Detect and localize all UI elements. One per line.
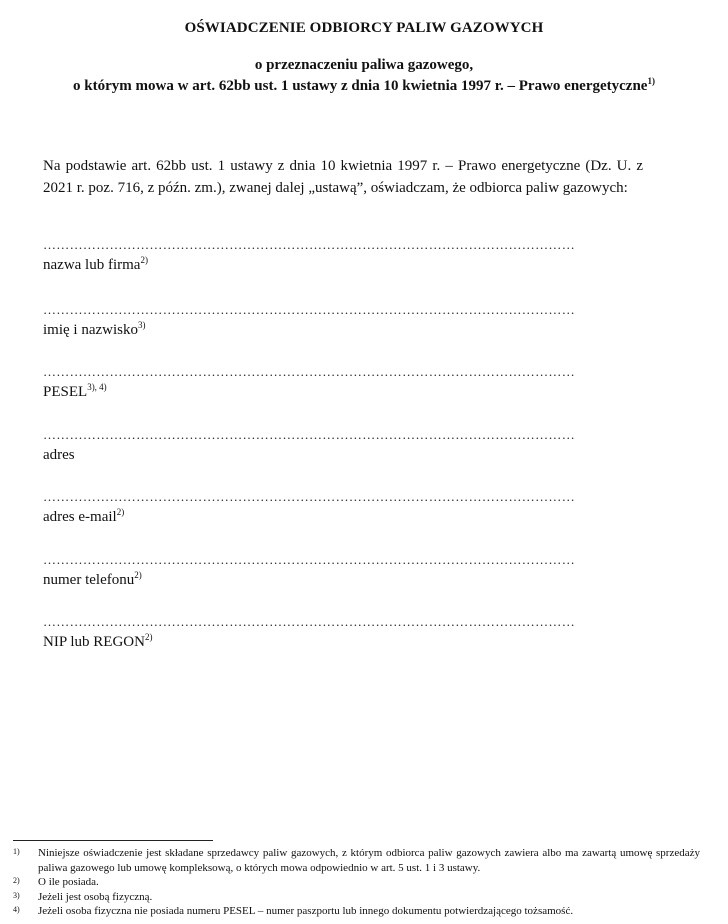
subtitle-line-1: o przeznaczeniu paliwa gazowego, (254, 57, 474, 73)
subtitle-line-2 (60, 76, 668, 97)
field-footnote-ref: 3), 4) (87, 382, 107, 392)
footnote-text: Niniejsze oświadczenie jest składane sprzedawcy paliw gazowych, z którym odbiorca paliw gazowych zawiera albo ma zawartą umowę sprzedaży paliwa gazowego lub umowę kompleksową, o których mowa odpowiednio w art. 5 ust. 1 i 3 ustawy. (38, 847, 700, 874)
dotted-line[interactable]: ………………………………………………………………………………………………………… (43, 614, 575, 629)
field-label (43, 507, 643, 527)
field-nip-regon (43, 614, 643, 652)
footnote-item (13, 904, 700, 919)
dotted-line[interactable]: ………………………………………………………………………………………………………… (43, 364, 575, 379)
field-footnote-ref: 2) (134, 570, 142, 580)
field-label-text: adres (43, 447, 75, 463)
field-label (43, 632, 643, 652)
field-full-name (43, 302, 643, 340)
field-label-text: numer telefonu (43, 572, 135, 588)
intro-paragraph: Na podstawie art. 62bb ust. 1 ustawy z dnia 10 kwietnia 1997 r. – Prawo energetyczne (Dz. U. z 2021 r. poz. 716, z późn. zm.), zwanej dalej „ustawą”, oświadczam, że odbiorca paliw gazowych: (43, 158, 643, 196)
field-label-text: imię i nazwisko (43, 322, 138, 338)
footnote-text: O ile posiada. (38, 876, 99, 889)
footnote-text: Jeżeli jest osobą fizyczną. (38, 890, 153, 903)
document-subtitle (60, 55, 668, 97)
field-label-text: PESEL (43, 384, 88, 400)
field-footnote-ref: 2) (116, 507, 125, 517)
footnote-item (13, 846, 700, 875)
footnote-item (13, 875, 700, 890)
footnote-number: 2) (13, 876, 20, 886)
field-pesel (43, 364, 643, 402)
footnote-number: 1) (13, 847, 20, 856)
field-label (43, 320, 643, 340)
field-company-name (43, 237, 643, 275)
field-label-text: nazwa lub firma (43, 257, 141, 273)
dotted-line[interactable]: ………………………………………………………………………………………………………… (43, 552, 575, 567)
dotted-line[interactable]: ………………………………………………………………………………………………………… (43, 302, 575, 317)
field-label-text: NIP lub REGON (43, 634, 145, 650)
field-label (43, 445, 643, 465)
footnotes (13, 846, 700, 919)
dotted-line[interactable]: ………………………………………………………………………………………………………… (43, 237, 575, 252)
field-label (43, 382, 643, 402)
footnote-item (13, 890, 700, 905)
footnote-text: Jeżeli osoba fizyczna nie posiada numeru PESEL – numer paszportu lub innego dokumentu potwierdzającego tożsamość. (38, 905, 574, 918)
field-phone (43, 552, 643, 590)
document-title: OŚWIADCZENIE ODBIORCY PALIW GAZOWYCH (184, 20, 544, 36)
subtitle-footnote-ref: 1) (647, 76, 655, 86)
field-address (43, 427, 643, 465)
footnote-number: 3) (13, 890, 20, 900)
field-footnote-ref: 2) (140, 255, 148, 265)
field-label (43, 570, 643, 590)
footnote-separator (13, 840, 213, 841)
field-email (43, 489, 643, 527)
field-label-text: adres e-mail (43, 509, 117, 525)
dotted-line[interactable]: ………………………………………………………………………………………………………… (43, 489, 575, 504)
field-label (43, 255, 643, 275)
field-footnote-ref: 3) (137, 320, 146, 330)
dotted-line[interactable]: ………………………………………………………………………………………………………… (43, 427, 575, 442)
field-footnote-ref: 2) (144, 632, 153, 642)
subtitle-line-2-text: o którym mowa w art. 62bb ust. 1 ustawy z dnia 10 kwietnia 1997 r. – Prawo energetyczne (73, 78, 648, 94)
footnote-number: 4) (13, 905, 20, 915)
